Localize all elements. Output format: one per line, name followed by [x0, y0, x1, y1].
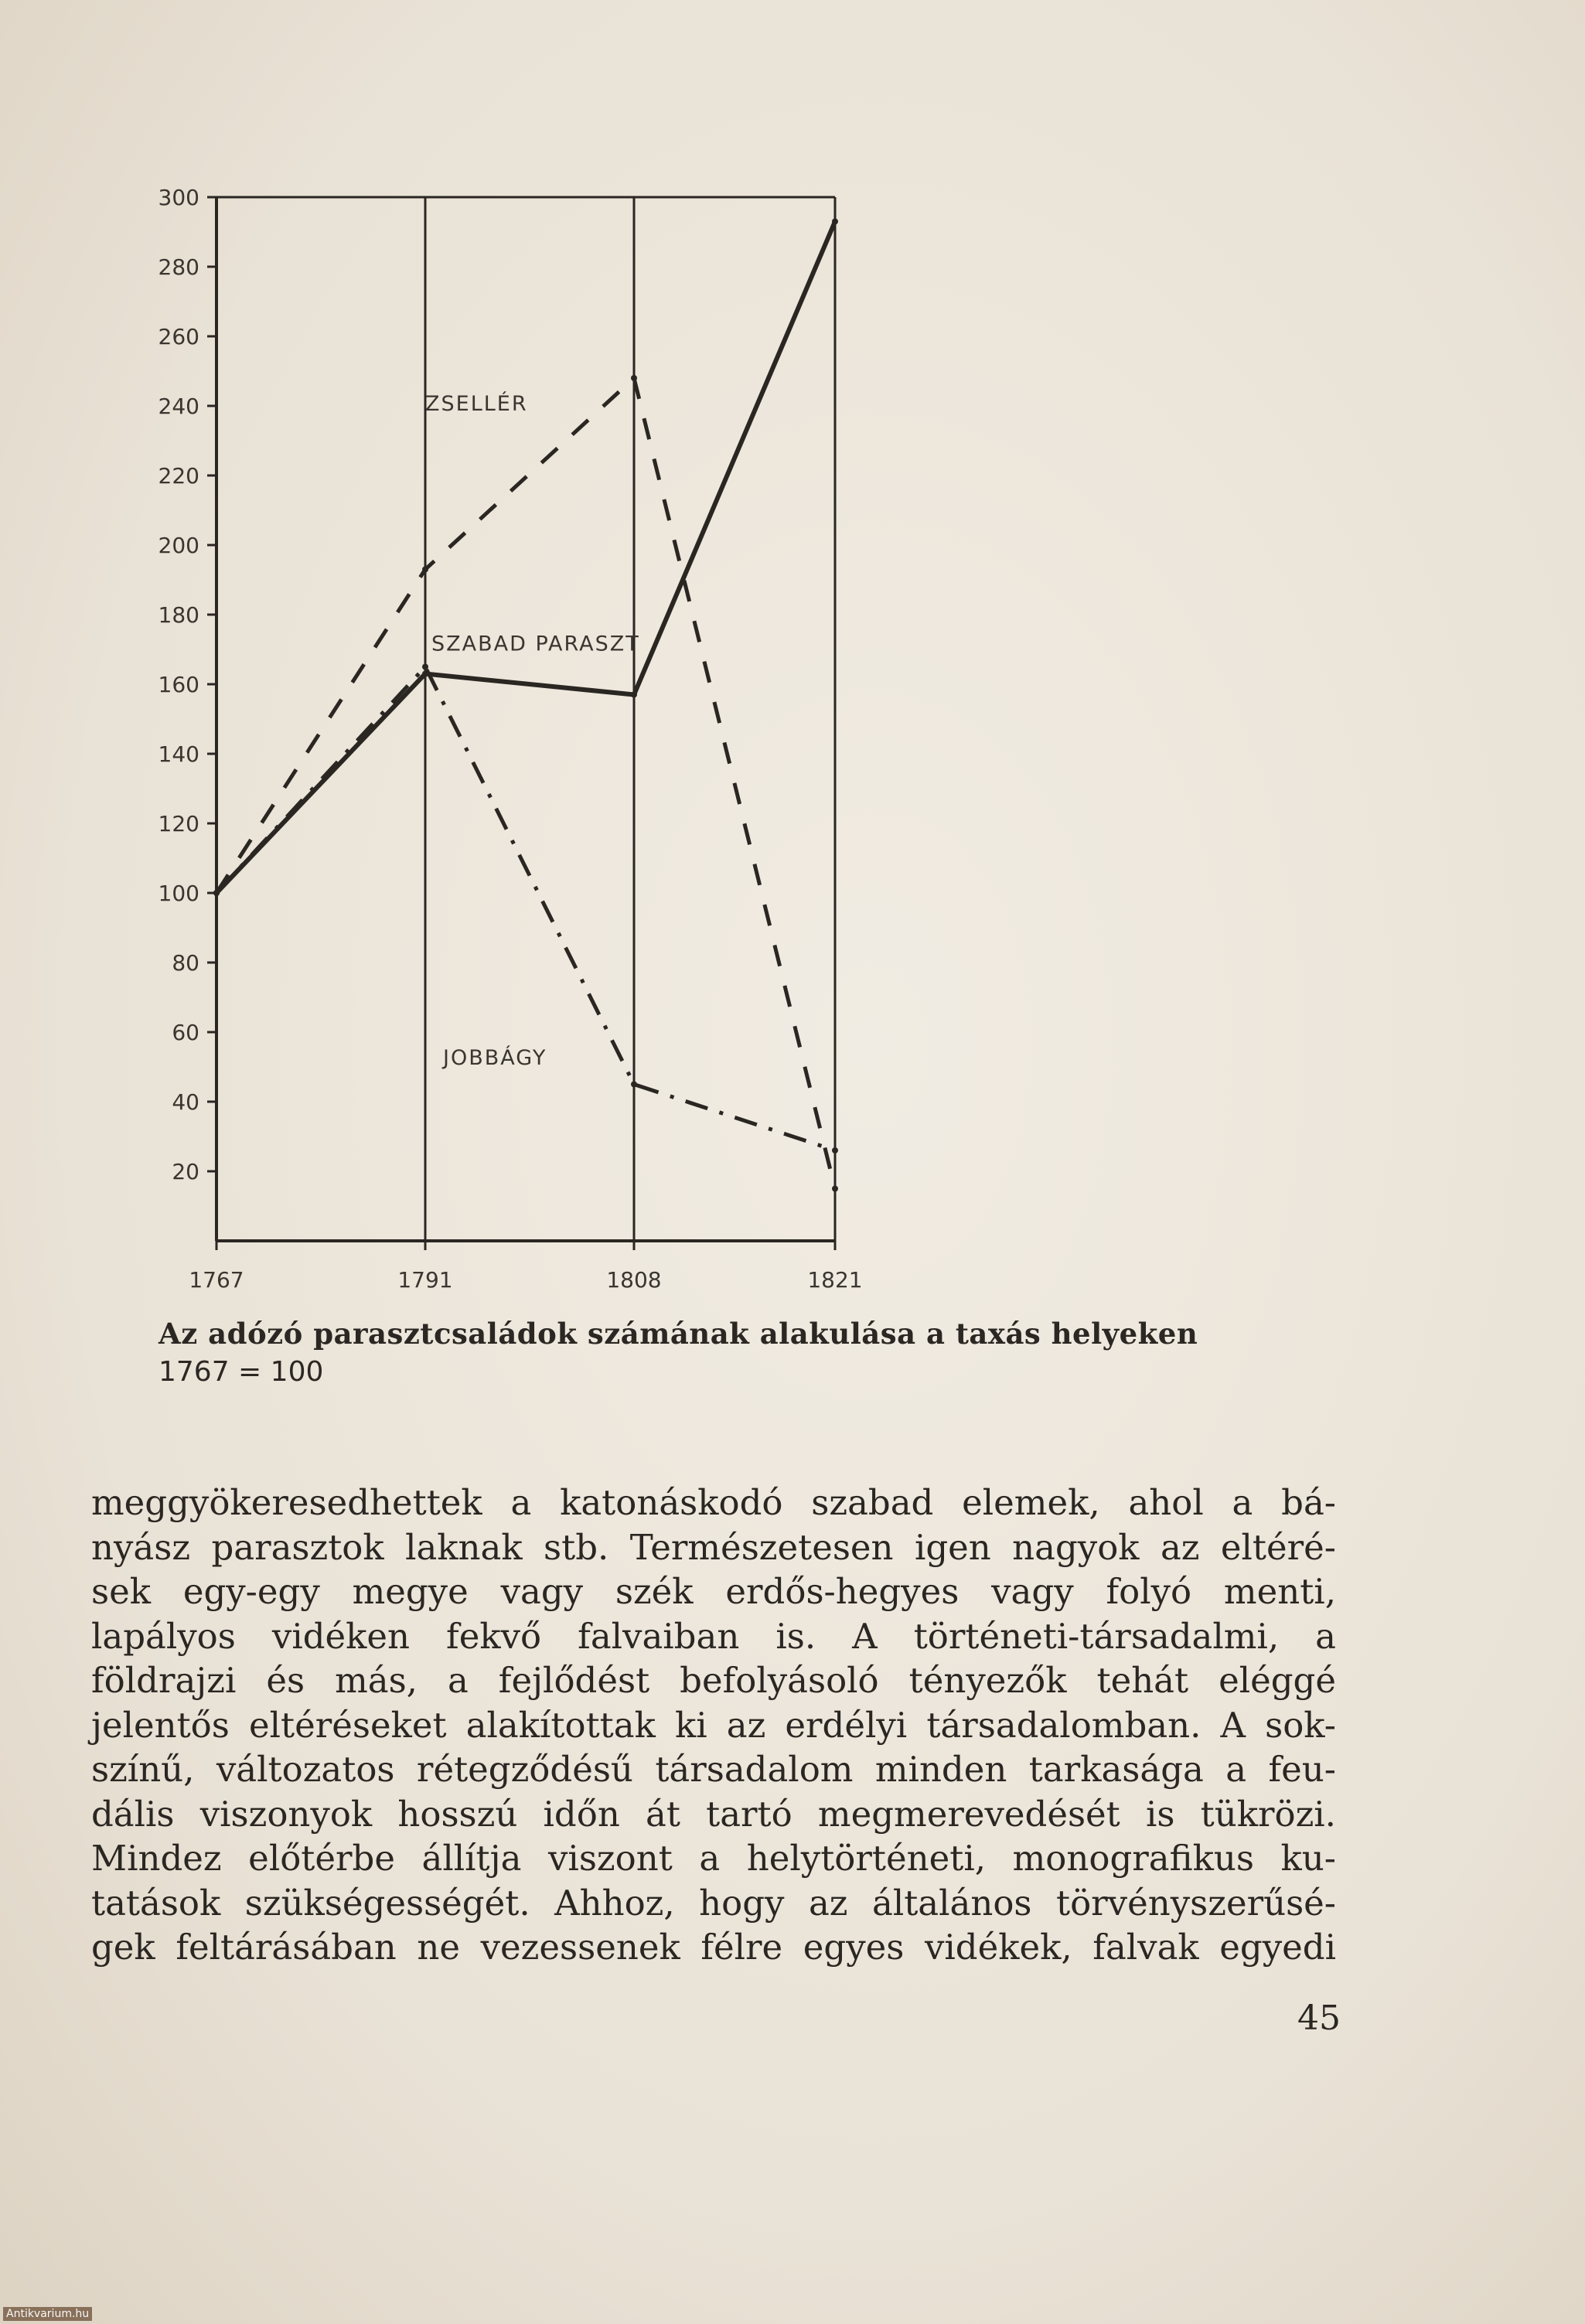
text-line: tatások szükségességét. Ahhoz, hogy az általános törvényszerűsé-	[91, 1882, 1336, 1924]
text-line: sek egy-egy megye vagy szék erdős-hegyes vagy folyó menti,	[91, 1571, 1336, 1612]
y-tick-label: 240	[158, 394, 199, 419]
series-label: JOBBÁGY	[443, 1046, 547, 1070]
x-tick-label: 1791	[397, 1267, 453, 1293]
data-point	[631, 375, 637, 381]
data-point	[422, 567, 428, 573]
series-line-szabad-paraszt	[216, 222, 835, 894]
y-tick-label: 100	[158, 881, 199, 906]
y-tick-label: 40	[172, 1089, 199, 1115]
text-line: gek feltárásában ne vezessenek félre egyes vidékek, falvak egyedi	[91, 1927, 1336, 1968]
y-tick-label: 140	[158, 741, 199, 767]
text-line: földrajzi és más, a fejlődést befolyásoló tényezők tehát eléggé	[91, 1660, 1336, 1701]
chart-title: Az adózó parasztcsaládok számának alakulása a taxás helyeken	[158, 1317, 1198, 1351]
text-line: színű, változatos rétegződésű társadalom minden tarkasága a feu-	[91, 1749, 1336, 1790]
text-line: nyász parasztok laknak stb. Természetesen igen nagyok az eltéré-	[91, 1526, 1336, 1568]
y-axis	[158, 185, 216, 1184]
y-tick-label: 200	[158, 533, 199, 558]
chart-subtitle: 1767 = 100	[158, 1356, 324, 1388]
y-tick-label: 80	[172, 950, 199, 976]
y-tick-label: 280	[158, 254, 199, 280]
y-tick-label: 60	[172, 1020, 199, 1045]
y-tick-label: 160	[158, 672, 199, 697]
data-point	[422, 664, 428, 670]
series-line-jobb-gy	[216, 667, 835, 1151]
y-tick-label: 120	[158, 811, 199, 837]
data-point	[631, 692, 637, 698]
text-line: jelentős eltéréseket alakítottak ki az erdélyi társadalomban. A sok-	[91, 1704, 1336, 1746]
x-tick-label: 1767	[189, 1267, 244, 1293]
text-line: meggyökeresedhettek a katonáskodó szabad elemek, ahol a bá-	[91, 1482, 1336, 1523]
series-label: ZSELLÉR	[425, 392, 528, 416]
data-point	[832, 219, 838, 225]
series-label: SZABAD PARASZT	[431, 632, 640, 656]
x-tick-label: 1821	[807, 1267, 863, 1293]
text-line: Mindez előtérbe állítja viszont a helytörténeti, monografikus ku-	[91, 1838, 1336, 1879]
text-line: lapályos vidéken fekvő falvaiban is. A történeti-társadalmi, a	[91, 1615, 1336, 1657]
watermark: Antikvarium.hu	[3, 2307, 92, 2321]
body-paragraph	[91, 1481, 1336, 1970]
data-point	[213, 890, 220, 896]
x-axis	[189, 1235, 862, 1293]
y-tick-label: 20	[172, 1159, 199, 1184]
data-point	[832, 1186, 838, 1192]
text-line: dális viszonyok hosszú időn át tartó megmerevedését is tükrözi.	[91, 1793, 1336, 1835]
x-tick-label: 1808	[606, 1267, 662, 1293]
y-tick-label: 220	[158, 463, 199, 489]
data-point	[631, 1082, 637, 1088]
y-tick-label: 260	[158, 324, 199, 349]
chart-frame	[216, 197, 835, 1241]
data-point	[832, 1147, 838, 1153]
y-tick-label: 180	[158, 602, 199, 628]
y-tick-label: 300	[158, 185, 199, 210]
chart-caption	[158, 1314, 1318, 1392]
page-number: 45	[1297, 1999, 1341, 2038]
